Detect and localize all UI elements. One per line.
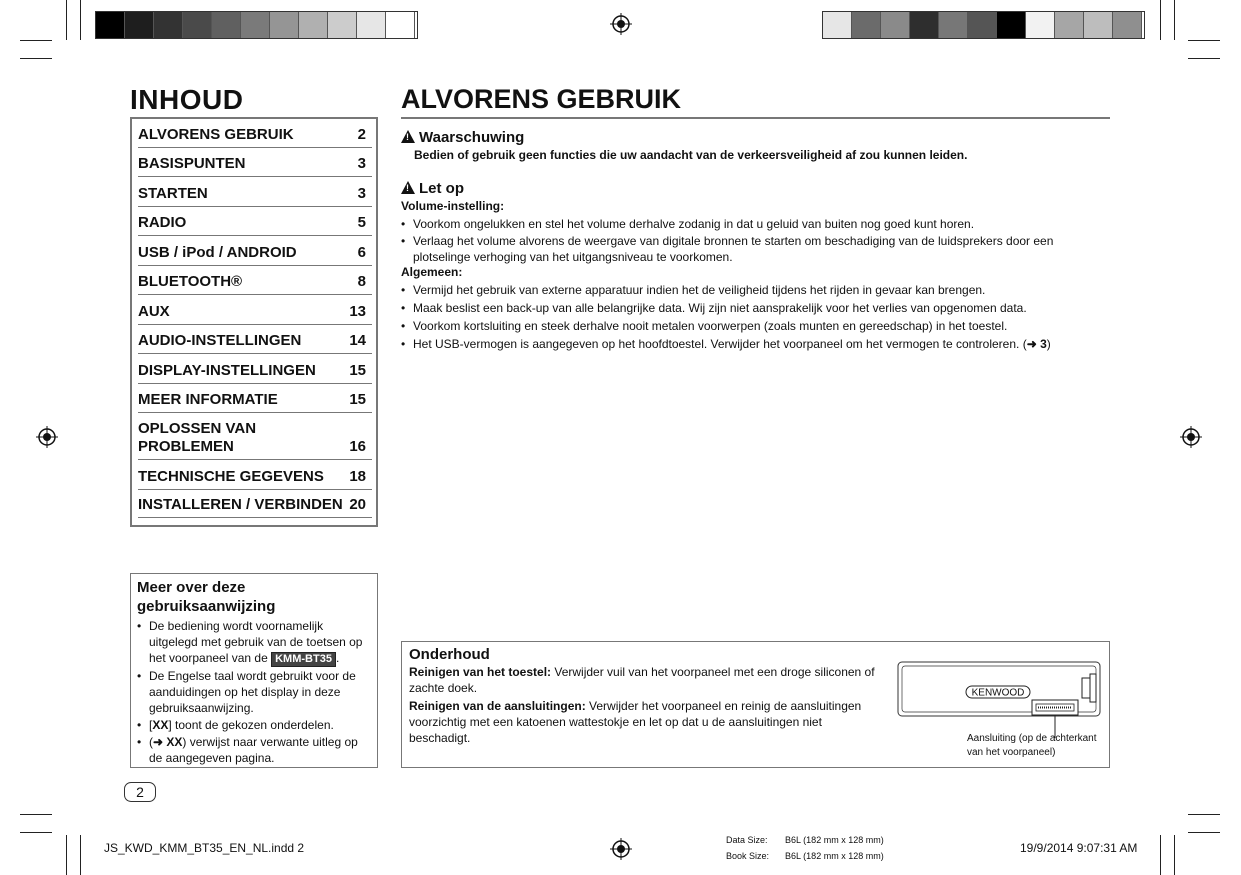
footer-data-size: B6L (182 mm x 128 mm) [785,835,884,845]
page-reference: ➜ XX [153,735,183,749]
list-item-text: Voorkom kortsluiting en steek derhalve nooit metalen voorwerpen (zoals munten en gereedschap) in het toestel. [413,319,1008,333]
info-item-text: De Engelse taal wordt gebruikt voor de aanduidingen op het display in deze gebruiksaanwijzing. [149,669,356,715]
list-item-text: Verlaag het volume alvorens de weergave van digitale bronnen te starten om beschadiging van de luidsprekers door een plotselinge verhoging van het uitgangsniveau te voorkomen. [413,234,1054,264]
toc-item-page: 13 [349,303,366,320]
color-bar-left [95,11,418,39]
crop-mark [20,40,52,41]
color-swatch [125,12,154,38]
maintenance-label: Reinigen van de aansluitingen: [409,699,586,713]
color-swatch [939,12,968,38]
toc-item-page: 15 [349,362,366,379]
toc-item-label: BLUETOOTH® [138,273,243,290]
toc-item-label: AUX [138,303,170,320]
list-item: • Maak beslist een back-up van alle belangrijke data. Wij zijn niet aansprakelijk voor het verlies van opgenomen data. [401,301,1027,315]
color-swatch [823,12,852,38]
list-item-text: Maak beslist een back-up van alle belangrijke data. Wij zijn niet aansprakelijk voor het verlies van opgenomen data. [413,301,1027,315]
color-swatch [212,12,241,38]
volume-heading: Volume-instelling: [401,199,505,213]
list-item: • Voorkom kortsluiting en steek derhalve nooit metalen voorwerpen (zoals munten en gereedschap) in het toestel. [401,319,1008,333]
toc-item-page: 3 [357,185,366,202]
color-swatch [357,12,386,38]
list-item: • Het USB-vermogen is aangegeven op het hoofdtoestel. Verwijder het voorpaneel om het vermogen te controleren. (➜ 3) [401,337,1051,351]
brand-logo: KENWOOD [971,687,1025,699]
list-item-text: Vermijd het gebruik van externe apparatuur indien het de veiligheid tijdens het rijden in gevaar kan brengen. [413,283,986,297]
toc-item[interactable] [138,383,372,413]
toc-item[interactable] [138,235,372,266]
toc-item-label-line2: PROBLEMEN [138,438,234,455]
toc-item-page: 6 [357,244,366,261]
maintenance-title: Onderhoud [409,646,490,663]
toc-item[interactable] [138,459,372,490]
registration-mark-icon [610,838,632,860]
color-swatch [154,12,183,38]
page-reference: ➜ 3 [1026,337,1047,351]
color-swatch [997,12,1026,38]
color-swatch [1026,12,1055,38]
registration-mark-icon [1180,426,1202,448]
toc-item[interactable] [138,412,372,460]
color-swatch [386,12,415,38]
footer-book-size-label: Book Size: [726,851,770,861]
toc-item-page: 14 [349,332,366,349]
crop-mark [1188,40,1220,41]
color-swatch [910,12,939,38]
crop-mark [20,832,52,833]
toc-item-label: AUDIO-INSTELLINGEN [138,332,302,349]
crop-mark [66,835,67,875]
warning-text: Bedien of gebruik geen functies die uw aandacht van de verkeersveiligheid af zou kunnen leiden. [414,148,968,162]
model-badge: KMM-BT35 [271,652,336,667]
info-item-text: [ [149,718,153,732]
color-swatch [881,12,910,38]
toc-item-label: BASISPUNTEN [138,155,246,172]
registration-mark-icon [36,426,58,448]
toc-item-label: STARTEN [138,185,208,202]
crop-mark [1160,835,1161,875]
info-box [130,573,378,768]
toc-item-label: USB / iPod / ANDROID [138,244,297,261]
color-swatch [1084,12,1113,38]
maintenance-label: Reinigen van het toestel: [409,665,552,679]
crop-mark [1174,835,1175,875]
toc-item-label: DISPLAY-INSTELLINGEN [138,362,316,379]
color-swatch [241,12,270,38]
list-item-text: Voorkom ongelukken en stel het volume derhalve zodanig in dat u geluid van buiten nog goed kunt horen. [413,217,975,231]
toc-item[interactable] [138,147,372,177]
footer-data-size-label: Data Size: [726,835,768,845]
crop-mark [1188,814,1220,815]
crop-mark [1188,832,1220,833]
toc-item[interactable] [138,176,372,207]
list-item: • [XX] toont de gekozen onderdelen. [137,718,334,732]
list-item-text: ) [1046,337,1051,351]
crop-mark [80,835,81,875]
color-swatch [1055,12,1084,38]
toc-item[interactable] [138,353,372,384]
warning-icon: ! [401,130,415,143]
maintenance-text: Verwijder het voorpaneel en reinig de aansluitingen voorzichtig met een katoenen wattestokje en let op dat u de aansluitingen niet beschadigt. [409,699,862,745]
toc-item-page: 5 [357,214,366,231]
crop-mark [1174,0,1175,40]
maintenance-paragraph [409,664,879,696]
color-swatch [183,12,212,38]
list-item: • De Engelse taal wordt gebruikt voor de aanduidingen op het display in deze gebruiksaanwijzing. [137,669,356,715]
maintenance-box [401,641,1110,768]
list-item: • De bediening wordt voornamelijk uitgelegd met gebruik van de toetsen op het voorpaneel van de KMM-BT35 . [137,619,363,665]
list-item: • Verlaag het volume alvorens de weergave van digitale bronnen te starten om beschadiging van de luidsprekers door een plotselinge verhoging van het uitgangsniveau te voorkomen. [401,234,1054,264]
info-item-text: . [335,651,340,665]
toc-title: INHOUD [130,84,244,115]
list-item: • (➜ XX) verwijst naar verwante uitleg op de aangegeven pagina. [137,735,358,765]
toc-item-page: 20 [349,496,366,513]
crop-mark [66,0,67,40]
page-title: ALVORENS GEBRUIK [401,84,682,114]
toc-item[interactable] [138,294,372,325]
warning-heading [401,129,524,146]
toc-item-page: 3 [357,155,366,172]
toc-item-label: RADIO [138,214,187,231]
color-swatch [852,12,881,38]
crop-mark [1160,0,1161,40]
toc-item-label: INSTALLEREN / VERBINDEN [138,496,343,513]
color-swatch [1113,12,1142,38]
toc-box [130,117,378,527]
crop-mark [1188,58,1220,59]
toc-item-label: TECHNISCHE GEGEVENS [138,468,324,485]
color-swatch [328,12,357,38]
toc-item[interactable] [138,265,372,295]
info-list [137,618,371,766]
list-item: • Voorkom ongelukken en stel het volume derhalve zodanig in dat u geluid van buiten nog goed kunt horen. [401,217,975,231]
toc-item[interactable] [138,489,372,518]
warning-heading-text: Waarschuwing [419,129,525,146]
color-swatch [270,12,299,38]
toc-item-page: 16 [349,438,366,455]
info-item-text: De bediening wordt voornamelijk uitgelegd met gebruik van de toetsen op het voorpaneel van de [149,619,363,665]
crop-mark [20,814,52,815]
toc-item-label: OPLOSSEN VAN [138,420,257,437]
registration-mark-icon [610,13,632,35]
caution-heading [401,180,464,197]
list-item: • Vermijd het gebruik van externe apparatuur indien het de veiligheid tijdens het rijden in gevaar kan brengen. [401,283,986,297]
faceplate-illustration [896,660,1106,740]
color-swatch [968,12,997,38]
maintenance-text: Verwijder vuil van het voorpaneel met een droge siliconen of zachte doek. [409,665,875,695]
color-swatch [299,12,328,38]
info-item-text: ] toont de gekozen onderdelen. [168,718,334,732]
general-heading: Algemeen: [401,265,463,279]
color-bar-right [822,11,1145,39]
toc-item-page: 18 [349,468,366,485]
footer-filename: JS_KWD_KMM_BT35_EN_NL.indd 2 [104,841,305,855]
toc-item-label: ALVORENS GEBRUIK [138,126,294,143]
info-item-text: ( [149,735,153,749]
crop-mark [20,58,52,59]
footer-book-size: B6L (182 mm x 128 mm) [785,851,884,861]
toc-item-page: 8 [357,273,366,290]
list-item-text: Het USB-vermogen is aangegeven op het hoofdtoestel. Verwijder het voorpaneel om het vermogen te controleren. ( [413,337,1027,351]
toc-item[interactable] [138,324,372,354]
info-item-text: XX [152,718,169,732]
caution-icon: ! [401,181,415,194]
page-number: 2 [124,782,156,802]
info-item-text: ) verwijst naar verwante uitleg op de aangegeven pagina. [149,735,358,765]
info-title: Meer over deze gebruiksaanwijzing [137,579,276,615]
toc-item-page: 15 [349,391,366,408]
toc-item[interactable] [138,206,372,236]
caution-heading-text: Let op [419,180,464,197]
footer-datetime: 19/9/2014 9:07:31 AM [1020,841,1138,855]
color-swatch [96,12,125,38]
toc-item-label: MEER INFORMATIE [138,391,278,408]
crop-mark [80,0,81,40]
toc-item[interactable] [138,121,372,148]
toc-item-page: 2 [357,126,366,143]
title-divider [401,117,1110,119]
maintenance-paragraph [409,698,879,746]
connector-caption: Aansluiting (op de achterkant van het voorpaneel) [967,733,1097,758]
